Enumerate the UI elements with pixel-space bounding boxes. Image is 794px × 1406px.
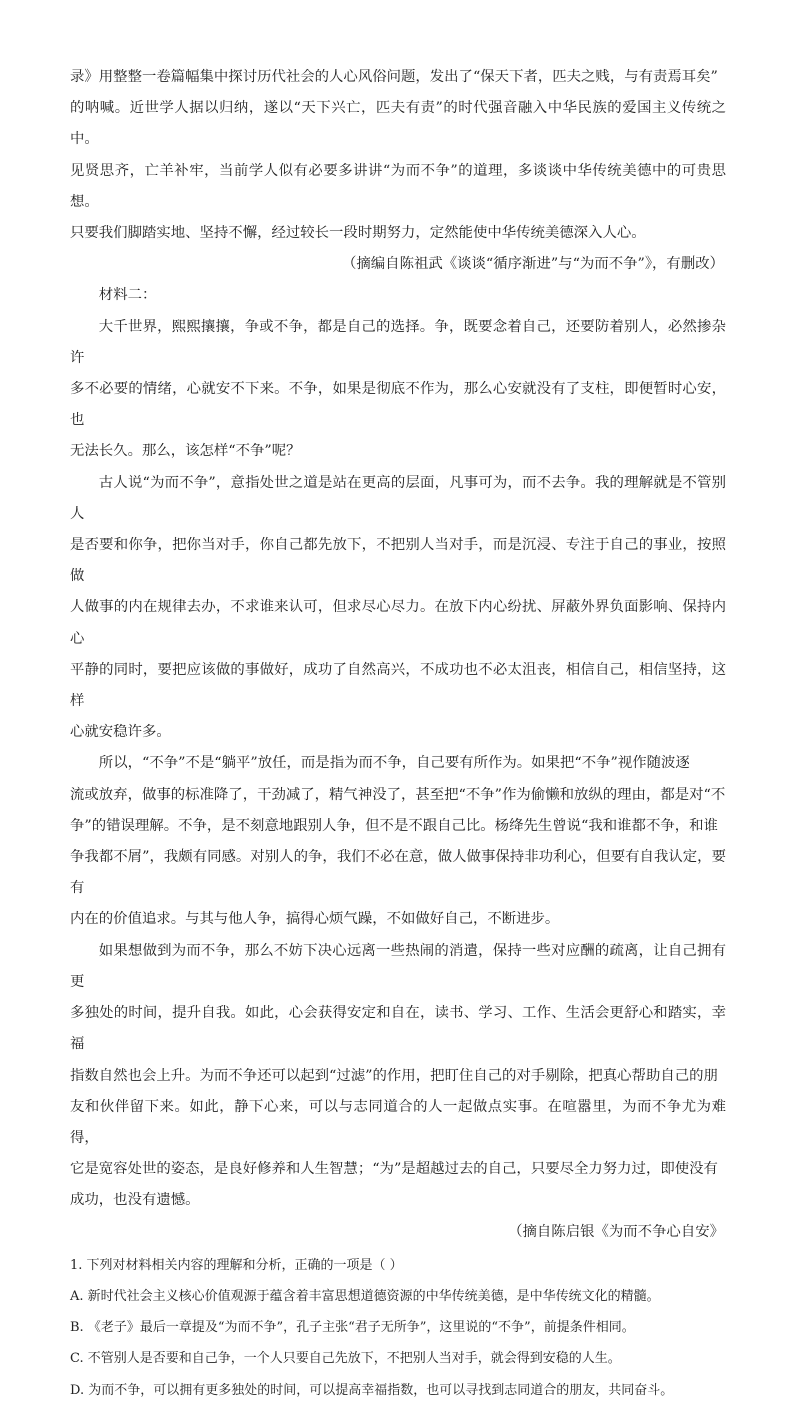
material2-heading: 材料二：	[98, 287, 157, 304]
text-line: 争我都不屑”，我颇有同感。对别人的争，我们不必在意，做人做事保持非功利心，但要有自我认定，要有	[70, 849, 726, 897]
text-line: 争”的错误理解。不争，是不刻意地跟别人争，但不是不跟自己比。杨绛先生曾说“我和谁都不争，和谁	[70, 817, 718, 834]
option-a: A. 新时代社会主义核心价值观源于蕴含着丰富思想道德资源的中华传统美德，是中华传统文化的精髓。	[70, 1288, 660, 1304]
text-line: 多独处的时间，提升自我。如此，心会获得安定和自在，读书、学习、工作、生活会更舒心和踏实，幸福	[70, 1005, 726, 1053]
text-line: 只要我们脚踏实地、坚持不懈，经过较长一段时期努力，定然能使中华传统美德深入人心。	[70, 225, 646, 242]
material2-paragraph-4	[70, 936, 726, 1217]
option-c: C. 不管别人是否要和自己争，一个人只要自己先放下，不把别人当对手，就会得到安稳的人生。	[70, 1351, 621, 1367]
question-1	[70, 1250, 726, 1406]
question-stem: 1. 下列对材料相关内容的理解和分析，正确的一项是（ ）	[70, 1257, 403, 1273]
option-d: D. 为而不争，可以拥有更多独处的时间，可以提高幸福指数，也可以寻找到志同道合的朋友，共同奋斗。	[70, 1382, 674, 1398]
text-line: 心就安稳许多。	[70, 724, 171, 741]
text-line: 成功，也没有遗憾。	[70, 1192, 200, 1209]
text-line: 平静的同时，要把应该做的事做好，成功了自然高兴，不成功也不必太沮丧，相信自己，相信坚持，这样	[70, 661, 726, 710]
material1-tail	[70, 62, 726, 280]
text-line: 友和伙伴留下来。如此，静下心来，可以与志同道合的人一起做点实事。在喧嚣里，为而不争尤为难得，	[70, 1098, 726, 1146]
text-line: 所以，“不争”不是“躺平”放任，而是指为而不争，自己要有所作为。如果把“不争”视作随波逐	[98, 755, 690, 772]
text-line: 是否要和你争，把你当对手，你自己都先放下，不把别人当对手，而是沉浸、专注于自己的事业，按照做	[70, 537, 726, 585]
material2-paragraph-3	[70, 748, 726, 935]
material2-source: （摘自陈启银《为而不争心自安》	[508, 1223, 724, 1240]
material2-paragraph-1	[70, 312, 726, 468]
page-content	[70, 62, 726, 1406]
text-line: 录》用整整一卷篇幅集中探讨历代社会的人心风俗问题，发出了“保天下者，匹夫之贱，与有责焉耳矣”	[70, 69, 718, 85]
text-line: 多不必要的情绪，心就安不下来。不争，如果是彻底不作为，那么心安就没有了支柱，即便暂时心安，也	[70, 381, 726, 429]
material1-source: （摘编自陈祖武《谈谈“循序渐进”与“为而不争”》，有删改）	[342, 256, 724, 273]
text-line: 的呐喊。近世学人据以归纳，遂以“天下兴亡，匹夫有责”的时代强音融入中华民族的爱国主义传统之中。	[70, 100, 726, 148]
text-line: 流或放弃，做事的标准降了，干劲减了，精气神没了，甚至把“不争”作为偷懒和放纵的理由，都是对“不	[70, 786, 726, 803]
text-line: 无法长久。那么，该怎样“不争”呢？	[70, 443, 301, 460]
text-line: 内在的价值追求。与其与他人争，搞得心烦气躁，不如做好自己，不断进步。	[70, 911, 560, 928]
text-line: 指数自然也会上升。为而不争还可以起到“过滤”的作用，把盯住自己的对手剔除，把真心帮助自己的朋	[70, 1067, 718, 1084]
text-line: 大千世界，熙熙攘攘，争或不争，都是自己的选择。争，既要念着自己，还要防着别人，必然掺杂许	[70, 318, 726, 366]
material2-paragraph-2	[70, 468, 726, 749]
text-line: 古人说“为而不争”，意指处世之道是站在更高的层面，凡事可为，而不去争。我的理解就是不管别人	[70, 474, 726, 522]
text-line: 人做事的内在规律去办，不求谁来认可，但求尽心尽力。在放下内心纷扰、屏蔽外界负面影响、保持内心	[70, 599, 726, 647]
option-b: B. 《老子》最后一章提及“为而不争”，孔子主张“君子无所争”，这里说的“不争”，前提条件相同。	[70, 1320, 635, 1336]
text-line: 它是宽容处世的姿态，是良好修养和人生智慧；“为”是超越过去的自己，只要尽全力努力过，即使没有	[70, 1161, 718, 1178]
text-line: 见贤思齐，亡羊补牢，当前学人似有必要多讲讲“为而不争”的道理，多谈谈中华传统美德中的可贵思想。	[70, 162, 726, 210]
text-line: 如果想做到为而不争，那么不妨下决心远离一些热闹的消遣，保持一些对应酬的疏离，让自己拥有更	[70, 942, 726, 990]
